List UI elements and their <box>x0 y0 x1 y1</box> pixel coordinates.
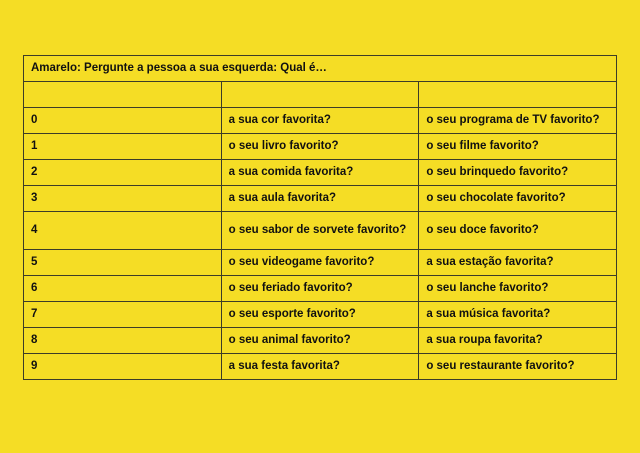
table-row <box>24 108 617 134</box>
row-question-b: o seu chocolate favorito? <box>419 186 617 212</box>
row-question-b: o seu programa de TV favorito? <box>419 108 617 134</box>
row-question-a: a sua cor favorita? <box>221 108 419 134</box>
row-question-a: o seu sabor de sorvete favorito? <box>221 212 419 250</box>
row-number: 2 <box>24 160 222 186</box>
row-question-b: o seu doce favorito? <box>419 212 617 250</box>
table-row <box>24 212 617 250</box>
row-question-a: a sua comida favorita? <box>221 160 419 186</box>
row-number: 0 <box>24 108 222 134</box>
row-question-b: a sua roupa favorita? <box>419 328 617 354</box>
row-number: 9 <box>24 354 222 380</box>
blank-cell-b <box>419 82 617 108</box>
table-row <box>24 276 617 302</box>
table-row <box>24 186 617 212</box>
row-question-b: o seu filme favorito? <box>419 134 617 160</box>
table-title-row <box>24 56 617 82</box>
row-number: 6 <box>24 276 222 302</box>
table-row <box>24 250 617 276</box>
blank-cell-a <box>221 82 419 108</box>
question-table <box>23 55 617 380</box>
row-question-a: o seu livro favorito? <box>221 134 419 160</box>
row-question-a: o seu esporte favorito? <box>221 302 419 328</box>
row-number: 5 <box>24 250 222 276</box>
table-row <box>24 302 617 328</box>
row-number: 8 <box>24 328 222 354</box>
row-number: 3 <box>24 186 222 212</box>
row-number: 4 <box>24 212 222 250</box>
row-number: 7 <box>24 302 222 328</box>
table-title-cell: Amarelo: Pergunte a pessoa a sua esquerda: Qual é… <box>24 56 617 82</box>
blank-cell-num <box>24 82 222 108</box>
table-row <box>24 328 617 354</box>
row-question-a: o seu animal favorito? <box>221 328 419 354</box>
table-blank-row <box>24 82 617 108</box>
table-row <box>24 160 617 186</box>
row-question-a: a sua festa favorita? <box>221 354 419 380</box>
row-question-b: a sua música favorita? <box>419 302 617 328</box>
question-table-wrapper <box>23 55 617 380</box>
row-question-a: o seu feriado favorito? <box>221 276 419 302</box>
table-row <box>24 134 617 160</box>
row-question-b: o seu lanche favorito? <box>419 276 617 302</box>
row-question-b: o seu brinquedo favorito? <box>419 160 617 186</box>
row-question-a: o seu videogame favorito? <box>221 250 419 276</box>
row-question-a: a sua aula favorita? <box>221 186 419 212</box>
row-number: 1 <box>24 134 222 160</box>
row-question-b: o seu restaurante favorito? <box>419 354 617 380</box>
table-row <box>24 354 617 380</box>
row-question-b: a sua estação favorita? <box>419 250 617 276</box>
